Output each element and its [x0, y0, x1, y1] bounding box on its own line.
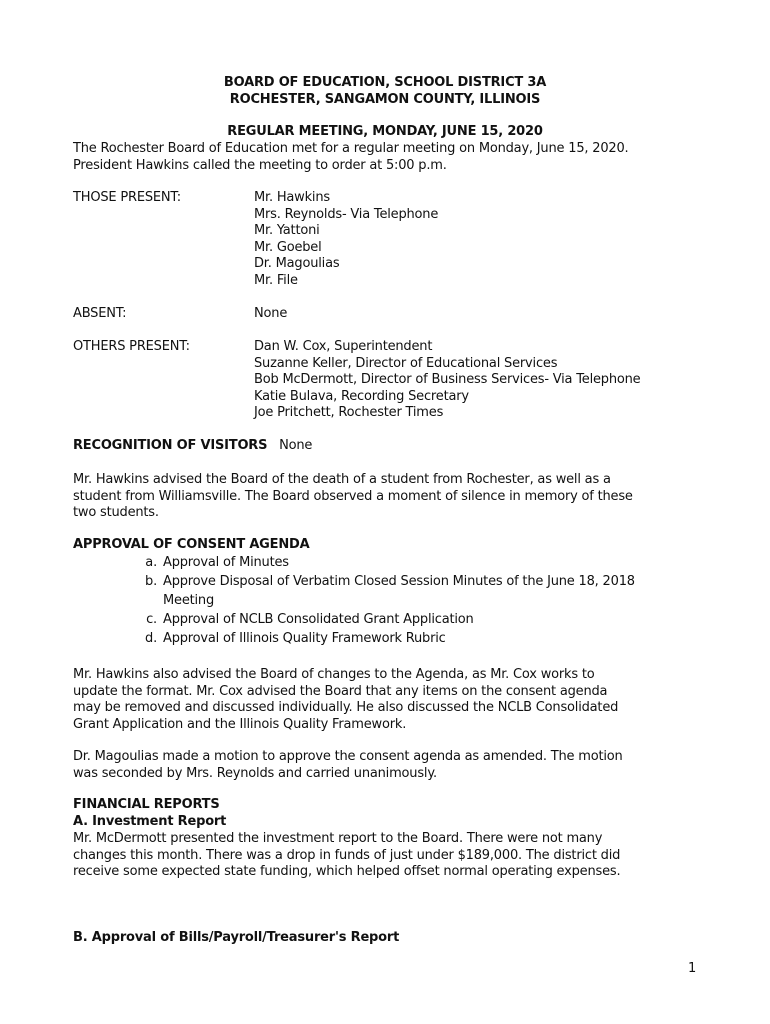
- text-line: President Hawkins called the meeting to order at 5:00 p.m.: [73, 157, 447, 173]
- intro-paragraph: [73, 141, 628, 174]
- recognition-section: [73, 438, 312, 453]
- attendee: Dan W. Cox, Superintendent: [254, 339, 433, 354]
- investment-paragraph: [73, 831, 620, 881]
- absent-label: ABSENT:: [73, 306, 127, 321]
- text-line: update the format. Mr. Cox advised the Board that any items on the consent agenda: [73, 683, 608, 699]
- attendee: Mr. File: [254, 272, 298, 288]
- title-line-2: ROCHESTER, SANGAMON COUNTY, ILLINOIS: [229, 92, 541, 107]
- list-item: a. Approval of Minutes: [145, 555, 289, 570]
- text-line: The Rochester Board of Education met for a regular meeting on Monday, June 15, 2020.: [73, 141, 629, 156]
- recognition-heading: RECOGNITION OF VISITORS: [73, 438, 268, 453]
- consent-heading: APPROVAL OF CONSENT AGENDA: [73, 537, 310, 552]
- attendee: Joe Pritchett, Rochester Times: [254, 405, 444, 421]
- text-line: changes this month. There was a drop in funds of just under $189,000. The district did: [73, 847, 621, 863]
- text-line: was seconded by Mrs. Reynolds and carried unanimously.: [73, 765, 437, 781]
- absent-value: None: [254, 306, 288, 321]
- list-item-continuation: Meeting: [163, 593, 215, 608]
- attendee: Dr. Magoulias: [254, 256, 340, 272]
- attendee: Suzanne Keller, Director of Educational Services: [254, 355, 558, 371]
- attendee: Mr. Hawkins: [254, 190, 330, 205]
- consent-list: [137, 553, 635, 648]
- text-line: student from Williamsville. The Board observed a moment of silence in memory of these: [73, 488, 633, 504]
- consent-paragraph-2: [73, 749, 623, 782]
- attendee: Katie Bulava, Recording Secretary: [254, 388, 469, 404]
- investment-report-heading: A. Investment Report: [73, 814, 227, 829]
- list-item: c. Approval of NCLB Consolidated Grant Application: [146, 612, 474, 627]
- attendee: Mrs. Reynolds- Via Telephone: [254, 206, 439, 222]
- page-number: 1: [688, 961, 697, 976]
- financial-heading: FINANCIAL REPORTS: [73, 797, 220, 812]
- text-line: Mr. Hawkins also advised the Board of changes to the Agenda, as Mr. Cox works to: [73, 667, 595, 682]
- text-line: Mr. McDermott presented the investment report to the Board. There were not many: [73, 831, 603, 846]
- meeting-title: REGULAR MEETING, MONDAY, JUNE 15, 2020: [227, 124, 543, 139]
- title-line-1: BOARD OF EDUCATION, SCHOOL DISTRICT 3A: [223, 75, 547, 90]
- text-line: Grant Application and the Illinois Quality Framework.: [73, 716, 407, 732]
- attendee: Mr. Goebel: [254, 239, 322, 255]
- present-list: [254, 190, 438, 290]
- list-item: d. Approval of Illinois Quality Framework Rubric: [145, 631, 446, 646]
- list-item: b. Approve Disposal of Verbatim Closed Session Minutes of the June 18, 2018: [145, 574, 635, 589]
- consent-paragraph-1: [73, 667, 618, 733]
- recognition-value: None: [279, 438, 313, 453]
- text-line: Dr. Magoulias made a motion to approve the consent agenda as amended. The motion: [73, 749, 623, 764]
- text-line: receive some expected state funding, which helped offset normal operating expenses.: [73, 864, 621, 880]
- text-line: two students.: [73, 505, 159, 521]
- present-label: THOSE PRESENT:: [73, 190, 181, 205]
- attendee: Bob McDermott, Director of Business Services- Via Telephone: [254, 372, 641, 388]
- others-label: OTHERS PRESENT:: [73, 339, 190, 354]
- recognition-paragraph: [73, 472, 633, 522]
- others-list: [254, 339, 640, 422]
- text-line: Mr. Hawkins advised the Board of the death of a student from Rochester, as well as a: [73, 472, 611, 487]
- text-line: may be removed and discussed individually. He also discussed the NCLB Consolidated: [73, 700, 619, 716]
- bills-payroll-heading: B. Approval of Bills/Payroll/Treasurer's Report: [73, 930, 400, 945]
- attendee: Mr. Yattoni: [254, 223, 320, 239]
